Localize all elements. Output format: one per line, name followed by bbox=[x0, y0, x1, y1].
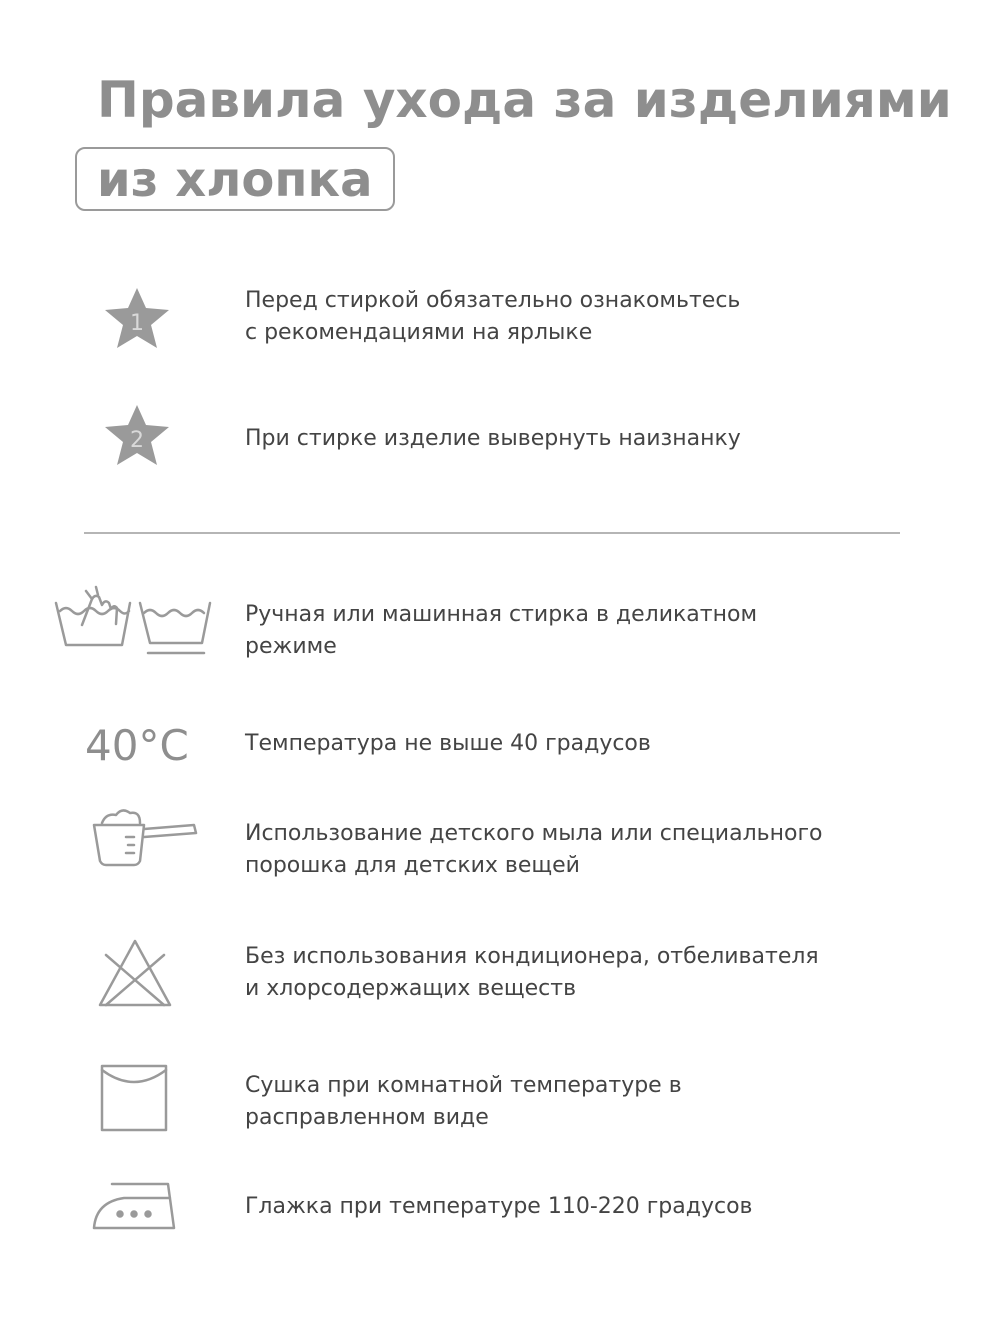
star-number: 1 bbox=[130, 311, 144, 336]
temperature-40-icon: 40°C bbox=[85, 721, 189, 770]
care-3-line-2: порошка для детских вещей bbox=[245, 853, 580, 878]
hand-wash-and-machine-wash-icon bbox=[52, 585, 217, 660]
care-2-text bbox=[245, 728, 651, 760]
star-1-icon bbox=[103, 286, 171, 350]
care-4-line-2: и хлорсодержащих веществ bbox=[245, 976, 577, 1001]
detergent-scoop-icon bbox=[88, 805, 203, 870]
no-bleach-icon bbox=[96, 937, 174, 1009]
star-2-icon bbox=[103, 403, 171, 467]
iron-three-dots-icon bbox=[90, 1172, 180, 1232]
section-divider bbox=[84, 532, 900, 534]
care-3-line-1: Использование детского мыла или специального bbox=[245, 821, 823, 846]
care-5-line-1: Сушка при комнатной температуре в bbox=[245, 1073, 682, 1098]
care-6-line-1: Глажка при температуре 110-220 градусов bbox=[245, 1194, 753, 1219]
step-2-text bbox=[245, 423, 741, 455]
care-1-text bbox=[245, 599, 757, 663]
care-4-line-1: Без использования кондиционера, отбеливателя bbox=[245, 944, 819, 969]
care-6-text bbox=[245, 1191, 753, 1223]
step-1-line-2: с рекомендациями на ярлыке bbox=[245, 320, 593, 345]
care-5-text bbox=[245, 1070, 682, 1134]
page-subtitle: из хлопка bbox=[97, 152, 373, 208]
care-5-line-2: расправленном виде bbox=[245, 1105, 489, 1130]
page-title: Правила ухода за изделиями bbox=[97, 71, 952, 129]
dry-flat-icon bbox=[98, 1062, 170, 1134]
care-4-text bbox=[245, 941, 819, 1005]
care-1-line-1: Ручная или машинная стирка в деликатном bbox=[245, 602, 758, 627]
star-number: 2 bbox=[130, 428, 144, 453]
step-2-line-1: При стирке изделие вывернуть наизнанку bbox=[245, 426, 741, 451]
step-1-text bbox=[245, 285, 740, 349]
care-2-line-1: Температура не выше 40 градусов bbox=[245, 731, 651, 756]
care-1-line-2: режиме bbox=[245, 634, 337, 659]
care-3-text bbox=[245, 818, 822, 882]
step-1-line-1: Перед стиркой обязательно ознакомьтесь bbox=[245, 288, 741, 313]
